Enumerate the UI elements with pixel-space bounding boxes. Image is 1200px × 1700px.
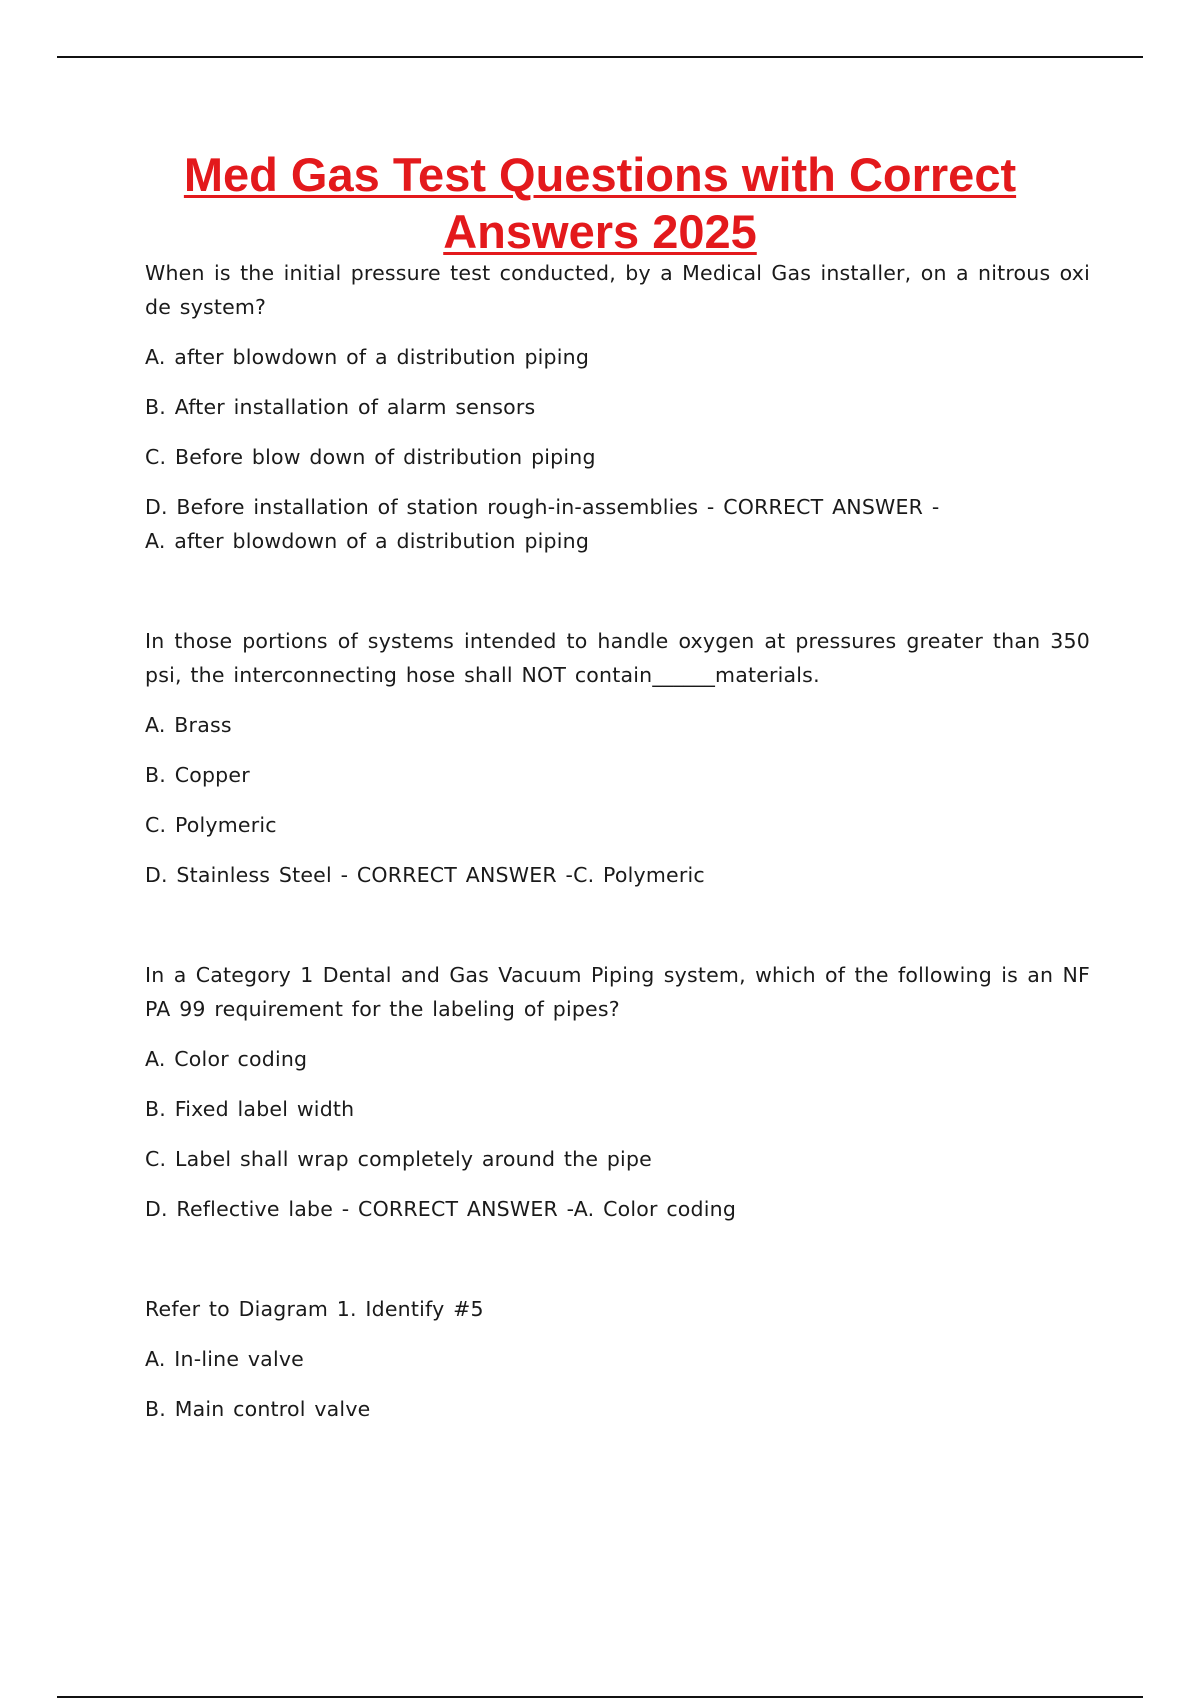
option-a: A. after blowdown of a distribution piping [145,345,590,369]
question-list [145,256,1090,1426]
question-block-2 [145,624,1090,892]
option-a: A. Brass [145,713,232,737]
option-c: C. Before blow down of distribution piping [145,445,596,469]
title-line-1: Med Gas Test Questions with Correct [183,148,1017,201]
option-c: C. Polymeric [145,813,277,837]
option-b: B. Copper [145,763,250,787]
option-b: B. Main control valve [145,1397,371,1421]
bottom-rule [57,1696,1143,1698]
title-line-2: Answers 2025 [443,205,757,258]
option-b: B. Fixed label width [145,1097,355,1121]
top-rule [57,56,1143,58]
question-text: In a Category 1 Dental and Gas Vacuum Piping system, which of the following is an NFPA 99 requirement for the labeling of pipes? [145,963,1090,1021]
correct-answer: A. after blowdown of a distribution piping [145,529,590,553]
question-block-3 [145,958,1090,1226]
option-c: C. Label shall wrap completely around the pipe [145,1147,652,1171]
question-block-1 [145,256,1090,558]
option-d: D. Before installation of station rough-in-assemblies - CORRECT ANSWER - [145,495,940,519]
option-b: B. After installation of alarm sensors [145,395,536,419]
page-title [100,146,1100,260]
option-a: A. Color coding [145,1047,308,1071]
question-text: Refer to Diagram 1. Identify #5 [145,1297,484,1321]
option-a: A. In-line valve [145,1347,304,1371]
option-d: D. Reflective labe - CORRECT ANSWER -A. Color coding [145,1197,737,1221]
question-block-4 [145,1292,1090,1426]
question-text: In those portions of systems intended to handle oxygen at pressures greater than 350 psi, the interconnecting hose shall NOT contain______materials. [145,629,1090,687]
option-d: D. Stainless Steel - CORRECT ANSWER -C. Polymeric [145,863,705,887]
question-text: When is the initial pressure test conducted, by a Medical Gas installer, on a nitrous oxide system? [145,261,1090,319]
